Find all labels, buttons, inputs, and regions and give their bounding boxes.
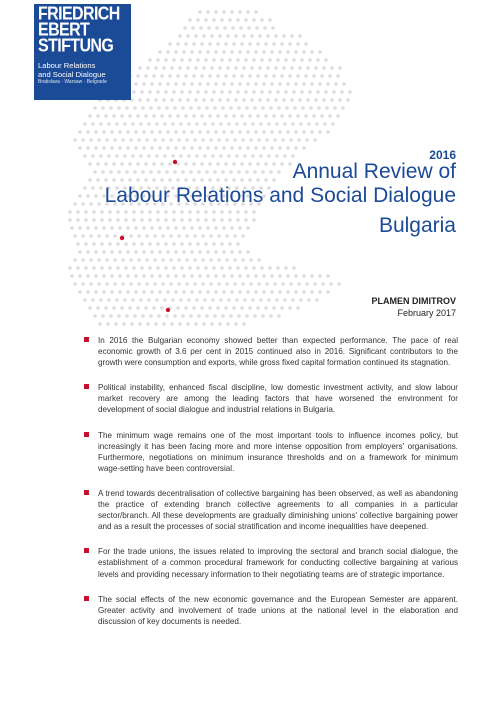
logo-line-3: STIFTUNG bbox=[38, 36, 114, 57]
bullet-item bbox=[98, 546, 458, 579]
summary-bullet-list bbox=[98, 335, 458, 641]
bullet-text: Political instability, enhanced fiscal discipline, low domestic investment activity, and slow labour market recovery are among the leading factors that have worsened the environment for development of social dialogue and industrial relations in Bulgaria. bbox=[98, 383, 458, 415]
red-square-bullet-icon bbox=[84, 337, 89, 342]
bullet-text: The social effects of the new economic governance and the European Semester are apparent. Greater activity and involvement of trade unions at the national level in the elaboration and discussion of key documents is needed. bbox=[98, 594, 458, 626]
red-square-bullet-icon bbox=[84, 490, 89, 495]
fes-logo bbox=[34, 4, 131, 100]
highlight-dot bbox=[166, 308, 170, 312]
publication-date: February 2017 bbox=[397, 308, 456, 318]
red-square-bullet-icon bbox=[84, 548, 89, 553]
report-country: Bulgaria bbox=[378, 214, 456, 237]
bullet-item bbox=[98, 594, 458, 627]
logo-subtitle-2: and Social Dialogue bbox=[38, 70, 106, 79]
bullet-item bbox=[98, 335, 458, 368]
bullet-item bbox=[98, 382, 458, 415]
bullet-text: A trend towards decentralisation of collective bargaining has been observed, as well as abandoning the practice of extending branch collective agreements to all companies in a particular sector/branch. All these developments are gradually diminishing unions' collective bargaining power and as a result the processes of social stratification and income inequalities have deepened. bbox=[98, 488, 458, 532]
author-block bbox=[372, 295, 457, 319]
bullet-text: For the trade unions, the issues related to improving the sectoral and branch social dialogue, the establishment of a common procedural framework for conducting collective bargaining at various levels and providing necessary information to their negotiating teams are of strategic importance. bbox=[98, 547, 458, 579]
red-square-bullet-icon bbox=[84, 432, 89, 437]
logo-subtitle-1: Labour Relations bbox=[38, 61, 96, 70]
red-square-bullet-icon bbox=[84, 596, 89, 601]
title-line-2: Labour Relations and Social Dialogue bbox=[104, 184, 456, 207]
bullet-item bbox=[98, 430, 458, 474]
report-year: 2016 bbox=[429, 148, 456, 162]
logo-line-2: EBERT bbox=[38, 20, 90, 41]
highlight-dot bbox=[120, 236, 124, 240]
bullet-text: The minimum wage remains one of the most important tools to influence incomes policy, but increasingly it has been facing more and more intense opposition from employers' organisations. Furthermore, negotiations on minimum insurance thresholds and on a framework for minimum wage-setting have been controversial. bbox=[98, 430, 458, 473]
red-square-bullet-icon bbox=[84, 384, 89, 389]
author-name: PLAMEN DIMITROV bbox=[371, 296, 456, 306]
bullet-text: In 2016 the Bulgarian economy showed better than expected performance. The pace of real economic growth of 3.6 per cent in 2015 continued also in 2016. Significant contributors to the growth were consumption and exports, while gross fixed capital formation continued its stagnation. bbox=[98, 336, 458, 368]
title-line-1: Annual Review of bbox=[292, 160, 456, 183]
bullet-item bbox=[98, 488, 458, 532]
report-title bbox=[105, 160, 456, 208]
logo-line-1: FRIEDRICH bbox=[38, 4, 120, 25]
logo-cities: Bratislava · Warsaw · Belgrade bbox=[38, 79, 107, 85]
